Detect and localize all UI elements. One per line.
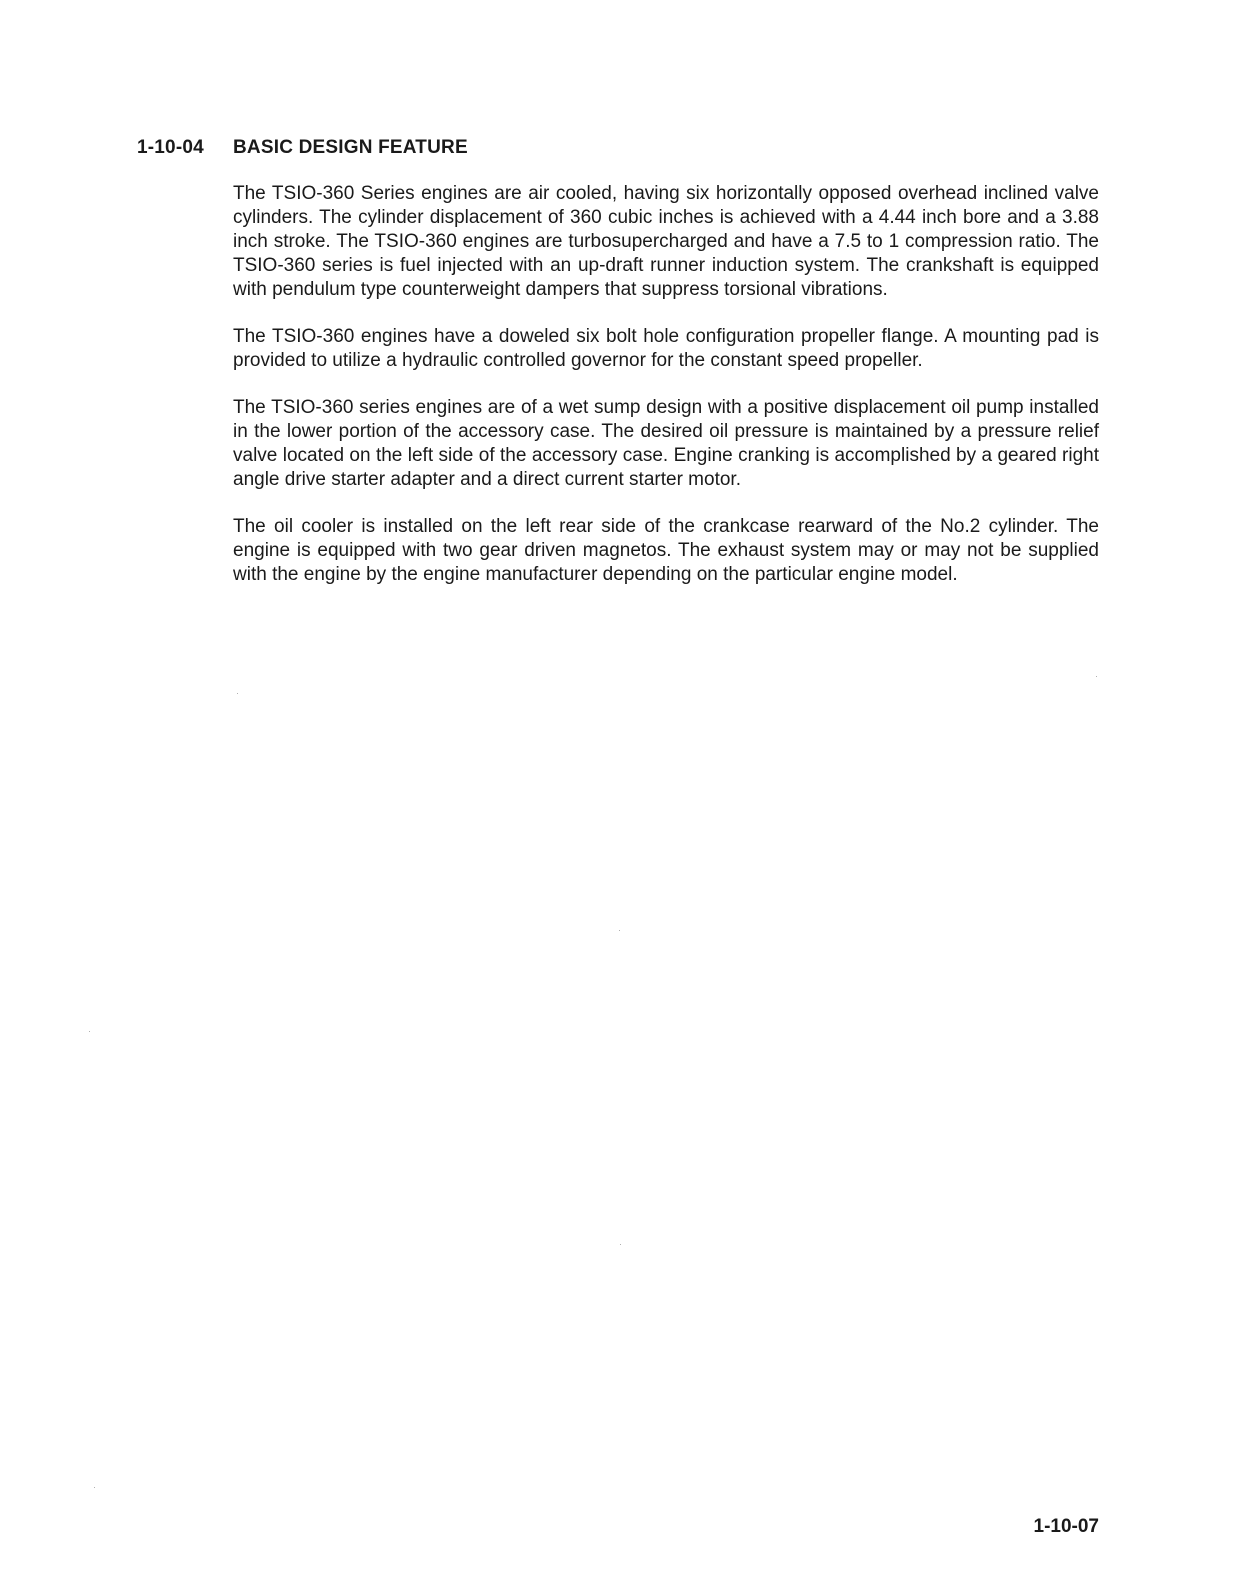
scan-speck	[619, 930, 620, 931]
paragraph-propeller-flange: The TSIO-360 engines have a doweled six bolt hole configuration propeller flange. A mounting pad is provided to utilize a hydraulic controlled governor for the constant speed propeller.	[233, 326, 1099, 371]
scan-speck	[1096, 676, 1097, 677]
paragraph-engine-overview: The TSIO-360 Series engines are air cooled, having six horizontally opposed overhead inclined valve cylinders. The cylinder displacement of 360 cubic inches is achieved with a 4.44 inch bore and a 3.88 inch stroke. The TSIO-360 engines are turbosupercharged and have a 7.5 to 1 compression ratio. The TSIO-360 series is fuel injected with an up-draft runner induction system. The crankshaft is equipped with pendulum type counterweight dampers that suppress torsional vibrations.	[233, 183, 1099, 300]
paragraph-oil-system: The TSIO-360 series engines are of a wet sump design with a positive displacement oil pump installed in the lower portion of the accessory case. The desired oil pressure is maintained by a pressure relief valve located on the left side of the accessory case. Engine cranking is accomplished by a geared right angle drive starter adapter and a direct current starter motor.	[233, 397, 1099, 490]
section-heading	[137, 137, 468, 159]
scan-speck	[94, 1487, 95, 1488]
scan-speck	[237, 693, 238, 694]
scan-speck	[89, 1031, 90, 1032]
section-number: 1-10-04	[137, 137, 204, 158]
page-number: 1-10-07	[1033, 1516, 1099, 1537]
section-title: BASIC DESIGN FEATURE	[233, 137, 468, 158]
scan-speck	[620, 1244, 621, 1245]
section-body	[233, 182, 1099, 610]
paragraph-oil-cooler: The oil cooler is installed on the left rear side of the crankcase rearward of the No.2 cylinder. The engine is equipped with two gear driven magnetos. The exhaust system may or may not be supplied with the engine by the engine manufacturer depending on the particular engine model.	[233, 516, 1099, 585]
